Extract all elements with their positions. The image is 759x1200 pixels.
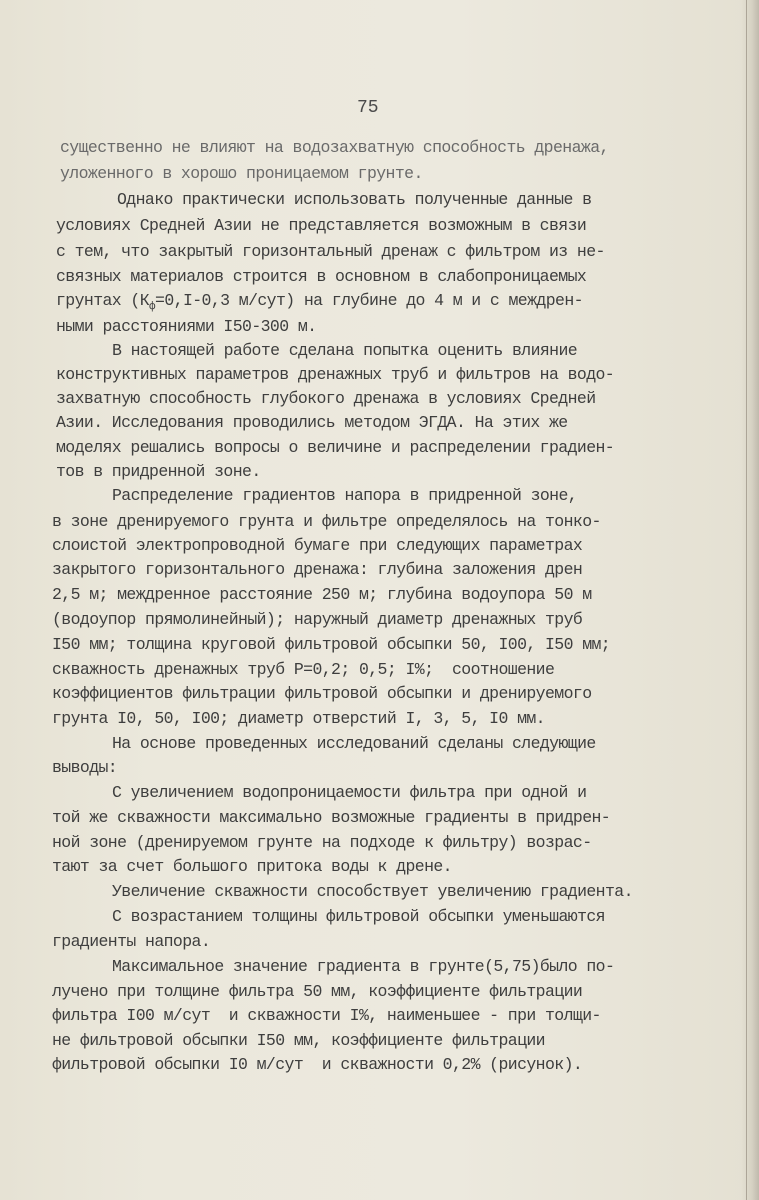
text-line: коэффициентов фильтрации фильтровой обсыпки и дренируемого: [52, 684, 592, 703]
text-line: фильтра I00 м/сут и скважности I%, наименьшее - при толщи-: [52, 1006, 601, 1025]
text-line: ной зоне (дренируемом грунте на подходе к фильтру) возрас-: [52, 833, 592, 852]
text-line: I50 мм; толщина круговой фильтровой обсыпки 50, I00, I50 мм;: [52, 635, 611, 654]
text-line: С увеличением водопроницаемости фильтра при одной и: [112, 783, 587, 802]
page-spine-shadow: [741, 0, 759, 1200]
text-line: 2,5 м; междренное расстояние 250 м; глубина водоупора 50 м: [52, 585, 592, 604]
text-line: С возрастанием толщины фильтровой обсыпки уменьшаются: [112, 907, 605, 926]
text-line: конструктивных параметров дренажных труб и фильтров на водо-: [56, 365, 615, 384]
page-edge-line: [746, 0, 747, 1200]
text-line: в зоне дренируемого грунта и фильтре определялось на тонко-: [52, 512, 601, 531]
text-line: Увеличение скважности способствует увеличению градиента.: [112, 882, 633, 901]
text-fragment: =0,I-0,3 м/сут) на глубине до 4 м и с междрен-: [155, 291, 583, 310]
text-line: В настоящей работе сделана попытка оценить влияние: [112, 341, 578, 360]
text-line: тают за счет большого притока воды к дрене.: [52, 857, 452, 876]
text-line: связных материалов строится в основном в слабопроницаемых: [56, 267, 587, 286]
text-line: той же скважности максимально возможные градиенты в придрен-: [52, 808, 611, 827]
text-line: На основе проведенных исследований сделаны следующие: [112, 734, 596, 753]
text-line: Максимальное значение градиента в грунте(5,75)было по-: [112, 957, 615, 976]
text-line: Азии. Исследования проводились методом ЭГДА. На этих же: [56, 413, 568, 432]
text-line: не фильтровой обсыпки I50 мм, коэффициенте фильтрации: [52, 1031, 545, 1050]
text-line: (водоупор прямолинейный); наружный диаметр дренажных труб: [52, 610, 583, 629]
text-line: с тем, что закрытый горизонтальный дренаж с фильтром из не-: [56, 242, 605, 261]
text-line: моделях решались вопросы о величине и распределении градиен-: [56, 438, 615, 457]
text-line: захватную способность глубокого дренажа в условиях Средней: [56, 389, 596, 408]
text-line: Однако практически использовать полученные данные в: [117, 190, 592, 209]
page-number: 75: [357, 98, 379, 118]
text-line: тов в придренной зоне.: [56, 462, 261, 481]
text-line: ными расстояниями I50-300 м.: [56, 317, 317, 336]
text-line: выводы:: [52, 758, 118, 777]
text-line: слоистой электропроводной бумаге при следующих параметрах: [52, 536, 583, 555]
text-line: скважность дренажных труб Р=0,2; 0,5; I%; соотношение: [52, 660, 555, 679]
text-line: закрытого горизонтального дренажа: глубина заложения дрен: [52, 560, 583, 579]
text-line: уложенного в хорошо проницаемом грунте.: [60, 164, 423, 183]
text-line: градиенты напора.: [52, 932, 211, 951]
text-line: существенно не влияют на водозахватную способность дренажа,: [60, 138, 609, 157]
text-line: [56, 291, 583, 313]
text-line: фильтровой обсыпки I0 м/сут и скважности 0,2% (рисунок).: [52, 1055, 583, 1074]
text-line: лучено при толщине фильтра 50 мм, коэффициенте фильтрации: [52, 982, 583, 1001]
text-line: условиях Средней Азии не представляется возможным в связи: [56, 216, 587, 235]
subscript: ф: [149, 301, 156, 313]
text-line: Распределение градиентов напора в придренной зоне,: [112, 486, 578, 505]
text-fragment: грунтах (К: [56, 291, 150, 310]
text-line: грунта I0, 50, I00; диаметр отверстий I, 3, 5, I0 мм.: [52, 709, 545, 728]
